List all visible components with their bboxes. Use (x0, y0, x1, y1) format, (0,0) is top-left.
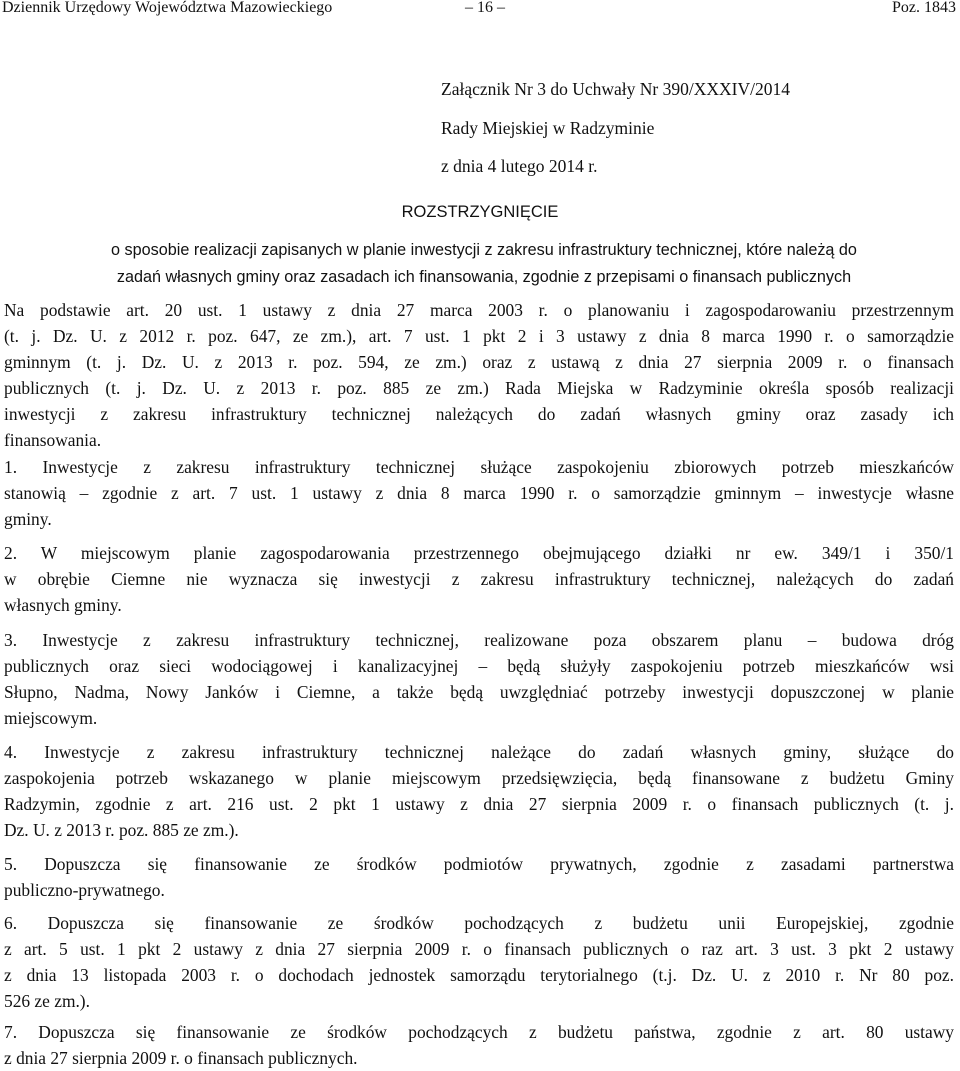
paragraph-4 (4, 739, 954, 843)
paragraph-line: Radzymin, zgodnie z art. 216 ust. 2 pkt 1 ustawy z dnia 27 sierpnia 2009 r. o finansach publicznych (t. j. (4, 794, 954, 814)
paragraph-line: z dnia 13 listopada 2003 r. o dochodach jednostek samorządu terytorialnego (t.j. Dz. U. z 2010 r. Nr 80 poz. (4, 965, 954, 985)
paragraph-line: stanowią – zgodnie z art. 7 ust. 1 ustawy z dnia 8 marca 1990 r. o samorządzie gminnym – inwestycje własne (4, 483, 954, 503)
page-header (0, 0, 960, 18)
paragraph-line: Dz. U. z 2013 r. poz. 885 ze zm.). (4, 820, 239, 840)
paragraph-3 (4, 627, 954, 731)
paragraph-7 (4, 1019, 954, 1071)
paragraph-line: publicznych (t. j. Dz. U. z 2013 r. poz. 885 ze zm.) Rada Miejska w Radzyminie określa sposób realizacji (4, 378, 954, 398)
preamble-paragraph (4, 297, 954, 453)
paragraph-line: 6. Dopuszcza się finansowanie ze środków pochodzących z budżetu unii Europejskiej, zgodnie (4, 913, 954, 933)
paragraph-line: 3. Inwestycje z zakresu infrastruktury technicznej, realizowane poza obszarem planu – budowa dróg (4, 630, 954, 650)
annex-line-1: Załącznik Nr 3 do Uchwały Nr 390/XXXIV/2014 (441, 79, 790, 99)
subtitle-line-2: zadań własnych gminy oraz zasadach ich finansowania, zgodnie z przepisami o finansach publicznych (116, 268, 852, 286)
paragraph-line: (t. j. Dz. U. z 2012 r. poz. 647, ze zm.), art. 7 ust. 1 pkt 2 i 3 ustawy z dnia 8 marca 1990 r. o samorządzie (4, 326, 954, 346)
paragraph-line: 2. W miejscowym planie zagospodarowania przestrzennego obejmującego działki nr ew. 349/1 i 350/1 (4, 543, 954, 563)
journal-name: Dziennik Urzędowy Województwa Mazowieckiego (2, 0, 333, 16)
paragraph-line: 4. Inwestycje z zakresu infrastruktury technicznej należące do zadań własnych gminy, służące do (4, 742, 954, 762)
paragraph-line: publiczno-prywatnego. (4, 880, 165, 900)
paragraph-line: finansowania. (4, 430, 102, 450)
paragraph-line: 526 ze zm.). (4, 991, 90, 1011)
paragraph-line: publicznych oraz sieci wodociągowej i kanalizacyjnej – będą służyły zaspokojeniu potrzeb mieszkańców wsi (4, 656, 954, 676)
paragraph-line: miejscowym. (4, 708, 98, 728)
paragraph-2 (4, 540, 954, 618)
subtitle-line-1: o sposobie realizacji zapisanych w planie inwestycji z zakresu infrastruktury technicznej, które należą do (111, 241, 857, 259)
paragraph-1 (4, 454, 954, 532)
paragraph-line: 5. Dopuszcza się finansowanie ze środków podmiotów prywatnych, zgodnie z zasadami partnerstwa (4, 854, 954, 874)
annex-line-3: z dnia 4 lutego 2014 r. (441, 156, 598, 176)
paragraph-6 (4, 910, 954, 1014)
paragraph-line: z art. 5 ust. 1 pkt 2 ustawy z dnia 27 sierpnia 2009 r. o finansach publicznych o raz art. 3 ust. 3 pkt 2 ustawy (4, 939, 954, 959)
paragraph-line: Na podstawie art. 20 ust. 1 ustawy z dnia 27 marca 2003 r. o planowaniu i zagospodarowaniu przestrzennym (4, 300, 954, 320)
paragraph-line: gminnym (t. j. Dz. U. z 2013 r. poz. 594, ze zm.) oraz z ustawą z dnia 27 sierpnia 2009 r. o finansach (4, 352, 954, 372)
page-number: – 16 – (465, 0, 505, 16)
paragraph-line: inwestycji z zakresu infrastruktury technicznej należących do zadań własnych gminy oraz zasady ich (4, 404, 954, 424)
document-subtitle (4, 237, 960, 291)
paragraph-line: Słupno, Nadma, Nowy Janków i Ciemne, a także będą uwzględniać potrzeby inwestycji dopuszczonej w planie (4, 682, 954, 702)
paragraph-5 (4, 851, 954, 903)
paragraph-line: gminy. (4, 509, 52, 529)
paragraph-line: własnych gminy. (4, 595, 122, 615)
document-title: ROZSTRZYGNIĘCIE (401, 203, 559, 221)
position-number: Poz. 1843 (892, 0, 956, 16)
paragraph-line: zaspokojenia potrzeb wskazanego w planie miejscowym przedsięwzięcia, będą finansowane z budżetu Gminy (4, 768, 954, 788)
paragraph-line: 1. Inwestycje z zakresu infrastruktury technicznej służące zaspokojeniu zbiorowych potrzeb mieszkańców (4, 457, 954, 477)
paragraph-line: z dnia 27 sierpnia 2009 r. o finansach publicznych. (4, 1048, 358, 1068)
paragraph-line: 7. Dopuszcza się finansowanie ze środków pochodzących z budżetu państwa, zgodnie z art. 80 ustawy (4, 1022, 954, 1042)
annex-line-2: Rady Miejskiej w Radzyminie (441, 118, 655, 138)
paragraph-line: w obrębie Ciemne nie wyznacza się inwestycji z zakresu infrastruktury technicznej, należących do zadań (4, 569, 954, 589)
